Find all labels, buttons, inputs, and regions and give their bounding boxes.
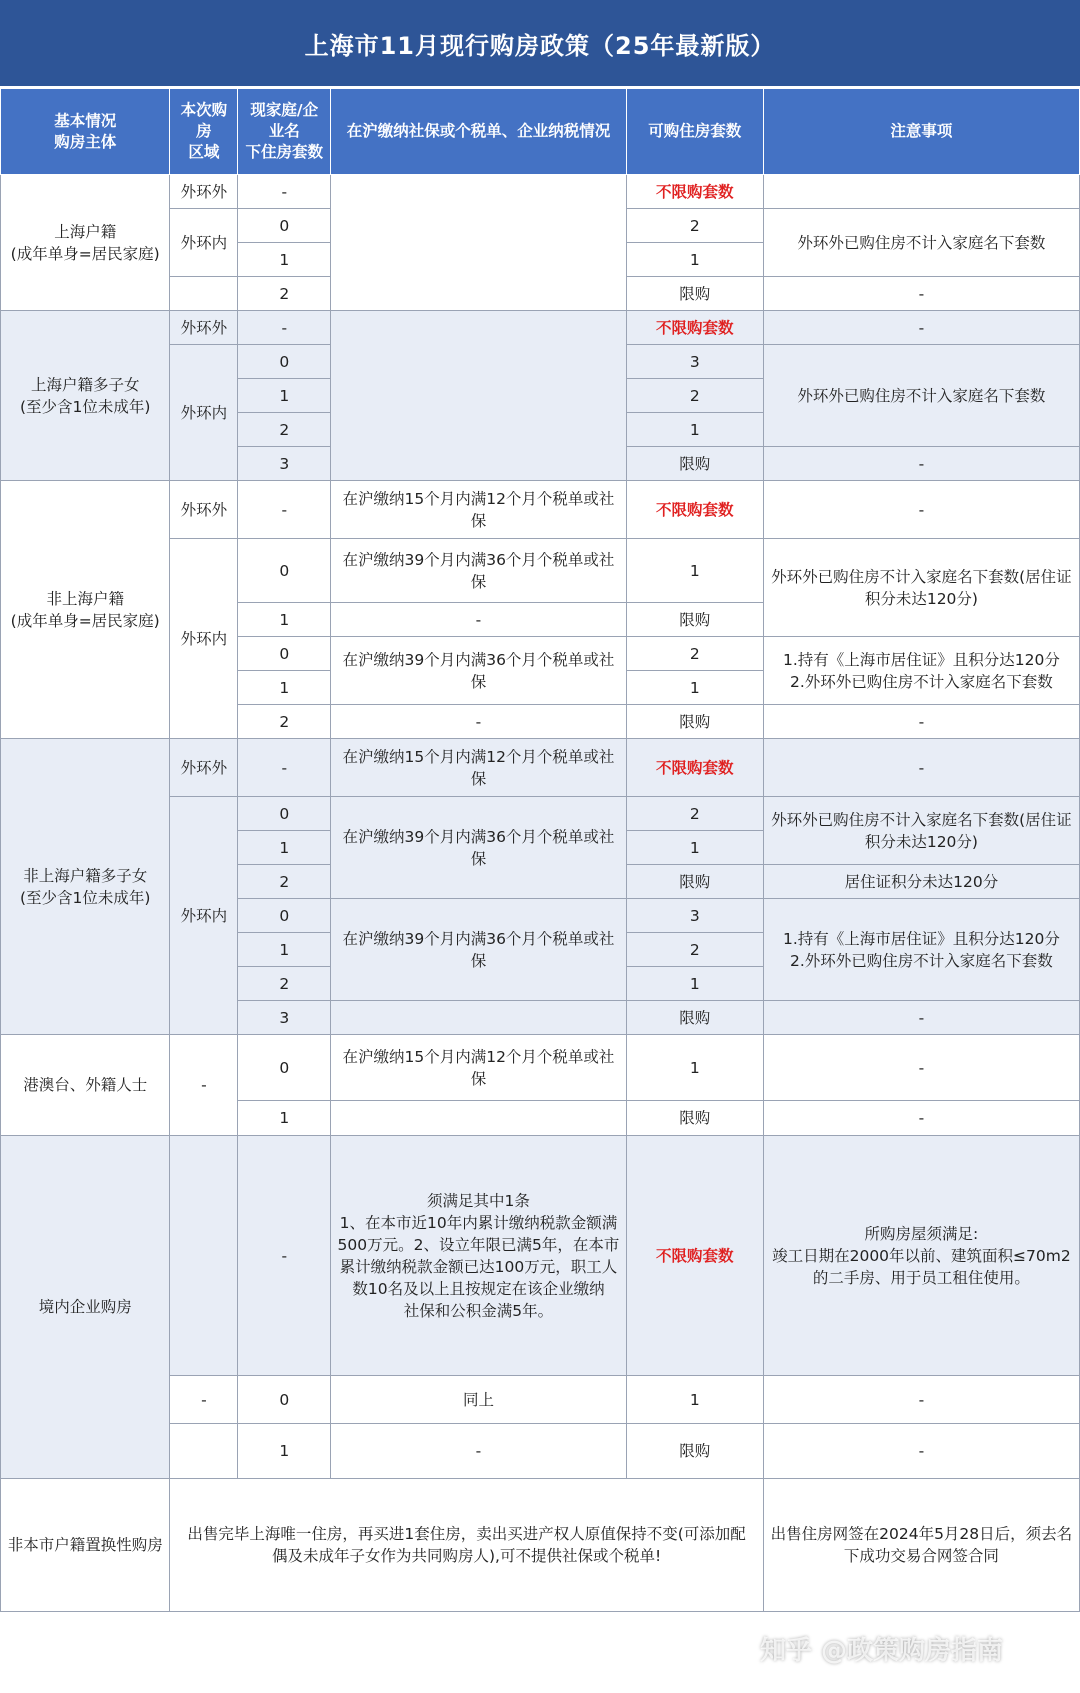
owned-cell: -: [238, 1136, 331, 1376]
owned-cell: 0: [238, 539, 331, 603]
area-cell: 外环外: [170, 739, 238, 797]
note-cell: 外环外已购住房不计入家庭名下套数: [763, 345, 1079, 447]
tax-cell: 在沪缴纳39个月内满36个月个税单或社保: [331, 899, 627, 1001]
quota-cell: 2: [626, 379, 763, 413]
quota-cell: 1: [626, 967, 763, 1001]
owned-cell: 2: [238, 865, 331, 899]
owned-cell: 2: [238, 705, 331, 739]
quota-cell: 2: [626, 797, 763, 831]
subject-cell: 上海户籍多子女 (至少含1位未成年): [1, 311, 170, 481]
subject-cell: 非上海户籍多子女 (至少含1位未成年): [1, 739, 170, 1035]
area-cell: 外环外: [170, 311, 238, 345]
note-cell: 外环外已购住房不计入家庭名下套数(居住证积分未达120分): [763, 797, 1079, 865]
owned-cell: -: [238, 739, 331, 797]
area-cell: [170, 1424, 238, 1479]
owned-cell: 0: [238, 345, 331, 379]
owned-cell: 1: [238, 243, 331, 277]
tax-cell: 在沪缴纳39个月内满36个月个税单或社保: [331, 637, 627, 705]
tax-cell: [331, 175, 627, 311]
tax-cell: 同上: [331, 1376, 627, 1424]
quota-cell: 1: [626, 413, 763, 447]
quota-cell: 限购: [626, 705, 763, 739]
tax-cell: 在沪缴纳39个月内满36个月个税单或社保: [331, 539, 627, 603]
note-cell: -: [763, 447, 1079, 481]
subject-cell: 非上海户籍 (成年单身=居民家庭): [1, 481, 170, 739]
quota-cell: 不限购套数: [626, 1136, 763, 1376]
owned-cell: -: [238, 175, 331, 209]
owned-cell: 0: [238, 1035, 331, 1101]
table-row: [1, 739, 1080, 797]
table-row: [1, 1479, 1080, 1612]
note-cell: -: [763, 481, 1079, 539]
policy-table: [0, 88, 1080, 1612]
note-cell: 居住证积分未达120分: [763, 865, 1079, 899]
area-cell: 外环外: [170, 481, 238, 539]
quota-cell: 限购: [626, 1424, 763, 1479]
quota-cell: 3: [626, 899, 763, 933]
header-quota: 可购住房套数: [626, 89, 763, 175]
group-hmt-foreign: [1, 1035, 1080, 1136]
area-cell: 外环内: [170, 539, 238, 739]
quota-cell: 2: [626, 933, 763, 967]
group-domestic-enterprise: [1, 1136, 1080, 1479]
owned-cell: 1: [238, 1424, 331, 1479]
owned-cell: 0: [238, 797, 331, 831]
quota-cell: 不限购套数: [626, 175, 763, 209]
subject-cell: 港澳台、外籍人士: [1, 1035, 170, 1136]
owned-cell: 2: [238, 413, 331, 447]
quota-cell: 不限购套数: [626, 481, 763, 539]
description-cell: 出售完毕上海唯一住房，再买进1套住房，卖出买进产权人原值保持不变(可添加配 偶及未成年子女作为共同购房人),可不提供社保或个税单!: [170, 1479, 763, 1612]
owned-cell: 1: [238, 671, 331, 705]
note-cell: -: [763, 1001, 1079, 1035]
table-row: [1, 1035, 1080, 1101]
quota-cell: 1: [626, 243, 763, 277]
note-cell: -: [763, 311, 1079, 345]
quota-cell: 1: [626, 671, 763, 705]
note-cell: -: [763, 1035, 1079, 1101]
header-owned: 现家庭/企 业名 下住房套数: [238, 89, 331, 175]
area-cell: -: [170, 1035, 238, 1136]
quota-cell: 1: [626, 539, 763, 603]
owned-cell: 0: [238, 637, 331, 671]
tax-cell: [331, 1101, 627, 1136]
group-shanghai-multi-child: [1, 311, 1080, 481]
group-non-shanghai-hukou: [1, 481, 1080, 739]
quota-cell: 限购: [626, 277, 763, 311]
quota-cell: 不限购套数: [626, 739, 763, 797]
page-title: 上海市11月现行购房政策（25年最新版）: [0, 0, 1080, 88]
group-replacement-purchase: [1, 1479, 1080, 1612]
watermark: 知乎 @政策购房指南: [760, 1636, 1004, 1666]
tax-cell: [331, 311, 627, 481]
owned-cell: 0: [238, 209, 331, 243]
note-cell: -: [763, 1101, 1079, 1136]
owned-cell: 0: [238, 899, 331, 933]
note-cell: 所购房屋须满足: 竣工日期在2000年以前、建筑面积≤70m2的二手房、用于员工租住使用。: [763, 1136, 1079, 1376]
group-shanghai-hukou: [1, 175, 1080, 311]
note-cell: 出售住房网签在2024年5月28日后，须去名下成功交易合网签合同: [763, 1479, 1079, 1612]
owned-cell: 3: [238, 1001, 331, 1035]
subject-cell: 境内企业购房: [1, 1136, 170, 1479]
owned-cell: 3: [238, 447, 331, 481]
area-cell: [170, 1136, 238, 1376]
owned-cell: 1: [238, 933, 331, 967]
table-row: [1, 175, 1080, 209]
owned-cell: 2: [238, 967, 331, 1001]
tax-cell: 在沪缴纳15个月内满12个月个税单或社保: [331, 739, 627, 797]
quota-cell: 2: [626, 637, 763, 671]
owned-cell: -: [238, 311, 331, 345]
quota-cell: 限购: [626, 1101, 763, 1136]
owned-cell: 0: [238, 1376, 331, 1424]
note-cell: -: [763, 1424, 1079, 1479]
tax-cell: 须满足其中1条 1、在本市近10年内累计缴纳税款金额满 500万元。2、设立年限已满5年，在本市 累计缴纳税款金额已达100万元，职工人 数10名及以上且按规定在该企业缴纳 社保和公积金满5年。: [331, 1136, 627, 1376]
owned-cell: 1: [238, 1101, 331, 1136]
subject-cell: 上海户籍 (成年单身=居民家庭): [1, 175, 170, 311]
header-tax: 在沪缴纳社保或个税单、企业纳税情况: [331, 89, 627, 175]
area-cell: [170, 277, 238, 311]
quota-cell: 限购: [626, 603, 763, 637]
note-cell: -: [763, 277, 1079, 311]
tax-cell: 在沪缴纳15个月内满12个月个税单或社保: [331, 481, 627, 539]
note-cell: 1.持有《上海市居住证》且积分达120分 2.外环外已购住房不计入家庭名下套数: [763, 899, 1079, 1001]
quota-cell: 限购: [626, 447, 763, 481]
note-cell: [763, 175, 1079, 209]
owned-cell: 2: [238, 277, 331, 311]
note-cell: 1.持有《上海市居住证》且积分达120分 2.外环外已购住房不计入家庭名下套数: [763, 637, 1079, 705]
tax-cell: 在沪缴纳15个月内满12个月个税单或社保: [331, 1035, 627, 1101]
quota-cell: 限购: [626, 865, 763, 899]
quota-cell: 3: [626, 345, 763, 379]
tax-cell: 在沪缴纳39个月内满36个月个税单或社保: [331, 797, 627, 899]
area-cell: 外环内: [170, 797, 238, 1035]
group-non-shanghai-multi-child: [1, 739, 1080, 1035]
area-cell: 外环内: [170, 209, 238, 277]
header-area: 本次购 房 区域: [170, 89, 238, 175]
quota-cell: 2: [626, 209, 763, 243]
note-cell: 外环外已购住房不计入家庭名下套数(居住证积分未达120分): [763, 539, 1079, 637]
header-subject: 基本情况 购房主体: [1, 89, 170, 175]
quota-cell: 不限购套数: [626, 311, 763, 345]
table-row: [1, 311, 1080, 345]
tax-cell: -: [331, 603, 627, 637]
header-notes: 注意事项: [763, 89, 1079, 175]
quota-cell: 1: [626, 1376, 763, 1424]
header-row: [1, 89, 1080, 175]
note-cell: -: [763, 1376, 1079, 1424]
tax-cell: -: [331, 1424, 627, 1479]
tax-cell: -: [331, 705, 627, 739]
owned-cell: -: [238, 481, 331, 539]
note-cell: 外环外已购住房不计入家庭名下套数: [763, 209, 1079, 277]
note-cell: -: [763, 705, 1079, 739]
note-cell: -: [763, 739, 1079, 797]
tax-cell: [331, 1001, 627, 1035]
table-row: [1, 481, 1080, 539]
subject-cell: 非本市户籍置换性购房: [1, 1479, 170, 1612]
table-row: [1, 1136, 1080, 1376]
area-cell: -: [170, 1376, 238, 1424]
quota-cell: 1: [626, 1035, 763, 1101]
area-cell: 外环外: [170, 175, 238, 209]
owned-cell: 1: [238, 603, 331, 637]
quota-cell: 限购: [626, 1001, 763, 1035]
area-cell: 外环内: [170, 345, 238, 481]
owned-cell: 1: [238, 831, 331, 865]
owned-cell: 1: [238, 379, 331, 413]
quota-cell: 1: [626, 831, 763, 865]
